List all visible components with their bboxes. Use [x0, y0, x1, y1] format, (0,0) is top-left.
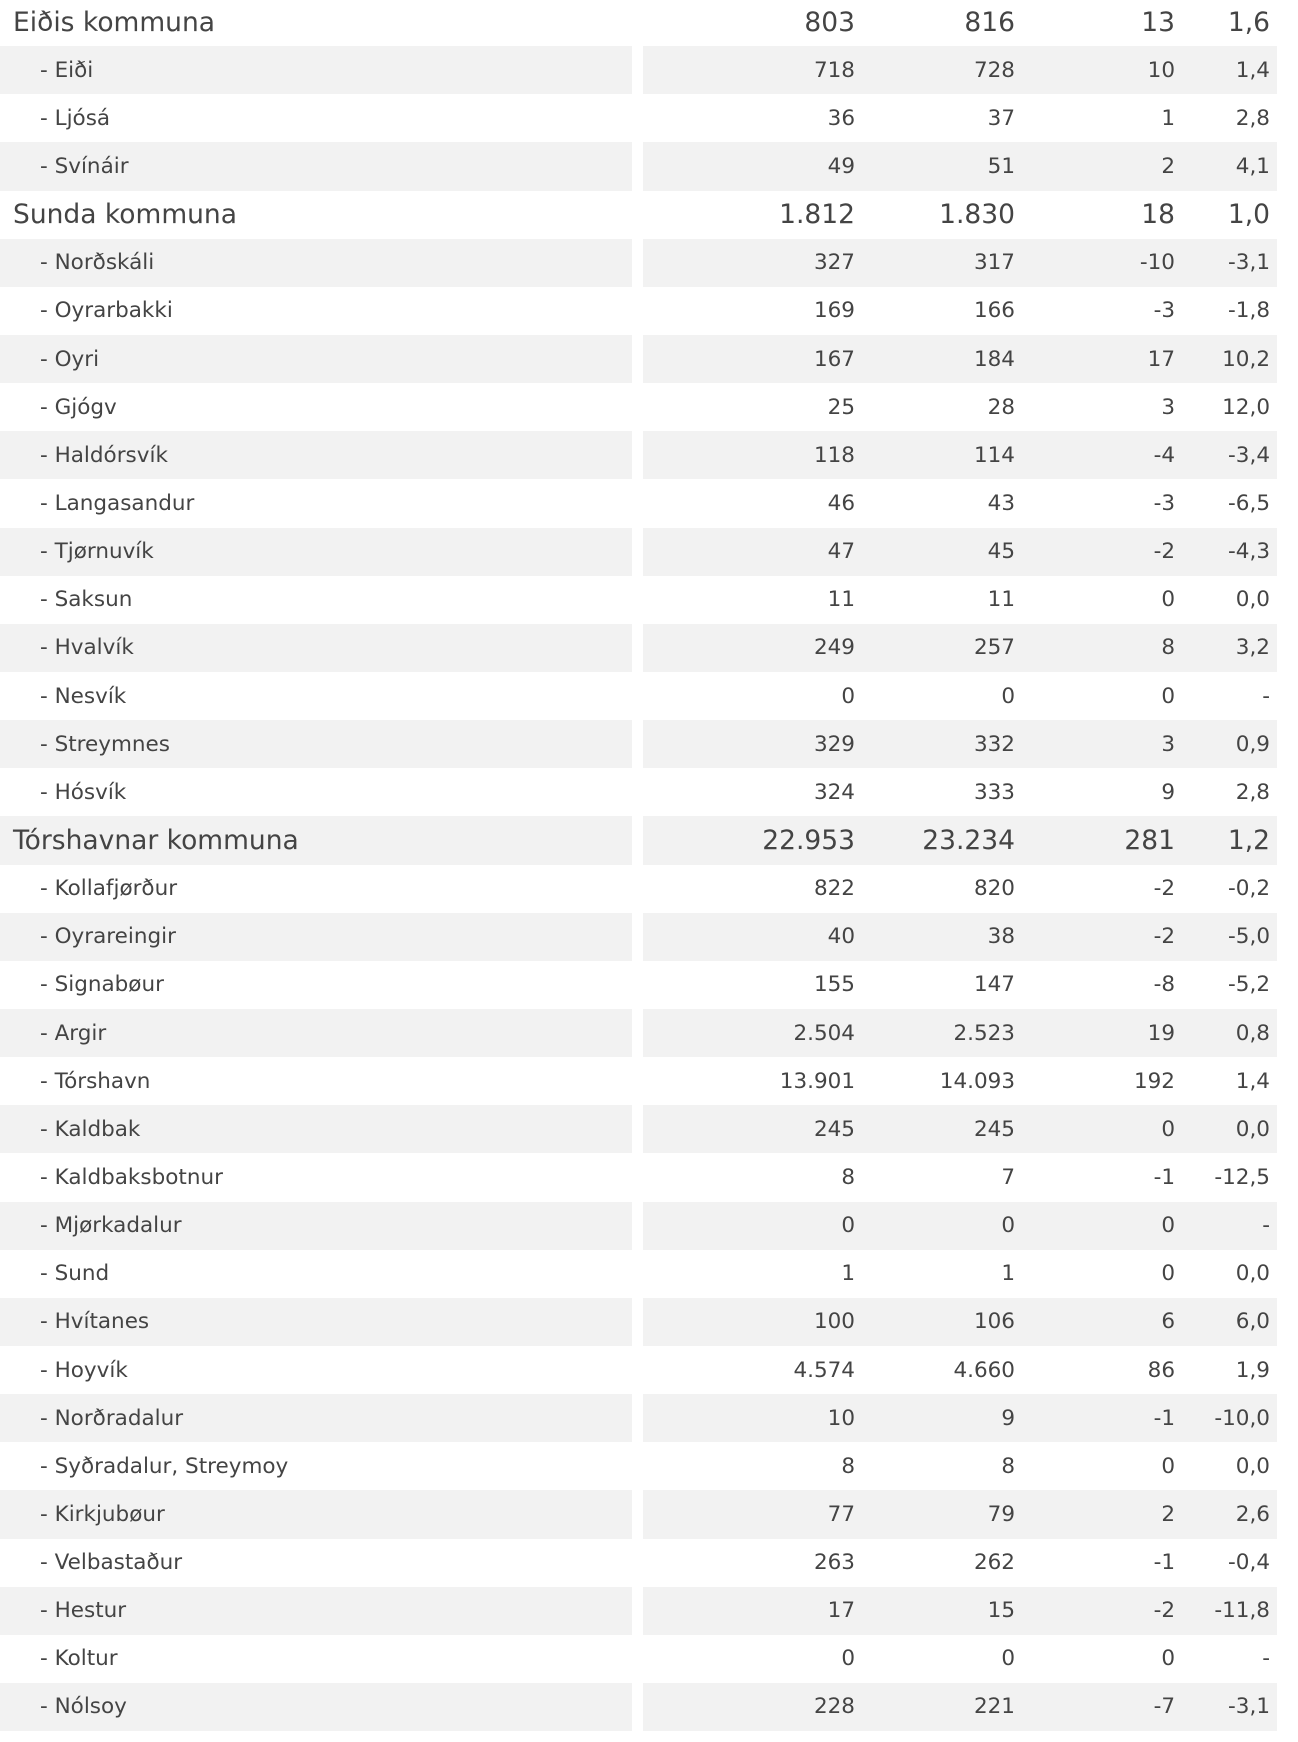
village-row [0, 1105, 1298, 1153]
population-year-1: 36 [827, 105, 855, 131]
population-change: -2 [1153, 1598, 1175, 1624]
population-year-1: 40 [827, 924, 855, 950]
values-cell [643, 624, 1277, 672]
village-name: - Oyrarbakki [40, 298, 173, 324]
village-row [0, 961, 1298, 1009]
village-name: - Hvítanes [0, 1298, 632, 1346]
percent-change: 0,8 [1235, 1020, 1270, 1046]
percent-change: -0,4 [1228, 1550, 1270, 1576]
values-cell [643, 720, 1277, 768]
village-row [0, 1346, 1298, 1394]
population-year-2: 8 [1001, 1453, 1015, 1479]
village-row [0, 479, 1298, 527]
values-cell [643, 1442, 1277, 1490]
village-name: - Hósvík [40, 779, 127, 805]
municipality-row [0, 816, 1298, 864]
village-row [0, 624, 1298, 672]
village-row [0, 1009, 1298, 1057]
percent-change: -3,1 [1228, 250, 1270, 276]
village-row [0, 528, 1298, 576]
population-change: 0 [1161, 1116, 1175, 1142]
population-year-2: 245 [973, 1116, 1015, 1142]
percent-change: -3,4 [1228, 442, 1270, 468]
population-year-1: 249 [813, 635, 855, 661]
population-change: 86 [1147, 1357, 1175, 1383]
population-year-1: 10 [827, 1405, 855, 1431]
values-cell [643, 672, 1277, 720]
values-cell [643, 865, 1277, 913]
percent-change: 6,0 [1235, 1309, 1270, 1335]
percent-change: - [1262, 683, 1270, 709]
village-row [0, 431, 1298, 479]
values-cell [643, 479, 1277, 527]
population-year-2: 1 [1001, 1261, 1015, 1287]
population-year-2: 45 [987, 539, 1015, 565]
values-cell [643, 1057, 1277, 1105]
population-year-1: 25 [827, 394, 855, 420]
village-row [0, 913, 1298, 961]
population-year-2: 4.660 [953, 1357, 1015, 1383]
values-cell [643, 768, 1277, 816]
values-cell [643, 816, 1277, 864]
values-cell [643, 1635, 1277, 1683]
population-change: 2 [1161, 153, 1175, 179]
village-row [0, 1490, 1298, 1538]
population-year-1: 13.901 [779, 1068, 855, 1094]
village-row [0, 1250, 1298, 1298]
population-change: 17 [1147, 346, 1175, 372]
population-year-1: 8 [841, 1164, 855, 1190]
percent-change: 1,6 [1227, 6, 1270, 38]
village-row [0, 1057, 1298, 1105]
values-cell [643, 239, 1277, 287]
population-year-1: 822 [813, 876, 855, 902]
population-year-1: 4.574 [793, 1357, 855, 1383]
village-row [0, 335, 1298, 383]
population-year-2: 106 [973, 1309, 1015, 1335]
population-change: 3 [1161, 731, 1175, 757]
percent-change: 0,0 [1235, 1453, 1270, 1479]
village-name: - Nesvík [40, 683, 127, 709]
percent-change: 1,2 [1227, 824, 1270, 856]
population-change: -3 [1153, 298, 1175, 324]
percent-change: -6,5 [1228, 490, 1270, 516]
percent-change: -3,1 [1228, 1694, 1270, 1720]
population-year-1: 0 [841, 683, 855, 709]
percent-change: 10,2 [1222, 346, 1270, 372]
values-cell [643, 46, 1277, 94]
population-year-2: 7 [1001, 1164, 1015, 1190]
values-cell [643, 94, 1277, 142]
population-year-1: 118 [813, 442, 855, 468]
percent-change: -1,8 [1228, 298, 1270, 324]
values-cell [643, 287, 1277, 335]
percent-change: -10,0 [1214, 1405, 1270, 1431]
population-year-1: 100 [813, 1309, 855, 1335]
population-year-2: 114 [973, 442, 1015, 468]
population-year-2: 262 [973, 1550, 1015, 1576]
percent-change: -0,2 [1228, 876, 1270, 902]
municipality-name: Tórshavnar kommuna [0, 816, 632, 864]
village-row [0, 46, 1298, 94]
percent-change: -12,5 [1214, 1164, 1270, 1190]
population-year-1: 49 [827, 153, 855, 179]
village-row [0, 142, 1298, 190]
population-change: 9 [1161, 779, 1175, 805]
percent-change: 2,8 [1235, 105, 1270, 131]
village-name: - Gjógv [40, 394, 117, 420]
village-row [0, 1635, 1298, 1683]
municipality-name: Eiðis kommuna [13, 6, 215, 38]
population-year-2: 15 [987, 1598, 1015, 1624]
percent-change: 1,4 [1235, 1068, 1270, 1094]
population-year-1: 8 [841, 1453, 855, 1479]
population-year-1: 155 [813, 972, 855, 998]
values-cell [643, 1298, 1277, 1346]
village-name: - Ljósá [40, 105, 111, 131]
percent-change: 4,1 [1235, 153, 1270, 179]
population-year-1: 245 [813, 1116, 855, 1142]
population-year-1: 329 [813, 731, 855, 757]
population-year-1: 228 [813, 1694, 855, 1720]
village-row [0, 768, 1298, 816]
village-name: - Kaldbak [0, 1105, 632, 1153]
population-year-1: 0 [841, 1646, 855, 1672]
village-name: - Hestur [0, 1587, 632, 1635]
village-name: - Koltur [40, 1646, 118, 1672]
village-row [0, 1394, 1298, 1442]
village-row [0, 672, 1298, 720]
population-change: 10 [1147, 57, 1175, 83]
values-cell [643, 1009, 1277, 1057]
values-cell [643, 528, 1277, 576]
population-change: 0 [1161, 587, 1175, 613]
population-year-1: 17 [827, 1598, 855, 1624]
population-change: 281 [1124, 824, 1175, 856]
population-year-1: 169 [813, 298, 855, 324]
population-year-1: 803 [804, 6, 855, 38]
population-change: 0 [1161, 1261, 1175, 1287]
values-cell [643, 961, 1277, 1009]
municipality-row [0, 191, 1298, 239]
population-year-2: 0 [1001, 1213, 1015, 1239]
values-cell [643, 1346, 1277, 1394]
village-name: - Svínáir [0, 142, 632, 190]
village-name: - Hoyvík [40, 1357, 128, 1383]
population-year-2: 14.093 [939, 1068, 1015, 1094]
village-name: - Oyri [0, 335, 632, 383]
population-change: -3 [1153, 490, 1175, 516]
population-year-1: 167 [813, 346, 855, 372]
population-year-2: 333 [973, 779, 1015, 805]
population-change: 19 [1147, 1020, 1175, 1046]
population-year-2: 51 [987, 153, 1015, 179]
village-row [0, 865, 1298, 913]
village-name: - Hvalvík [0, 624, 632, 672]
population-year-1: 1 [841, 1261, 855, 1287]
population-year-2: 728 [973, 57, 1015, 83]
population-year-1: 22.953 [762, 824, 855, 856]
population-change: -4 [1153, 442, 1175, 468]
population-change: -1 [1153, 1405, 1175, 1431]
village-row [0, 1539, 1298, 1587]
population-change: -10 [1139, 250, 1175, 276]
population-year-1: 0 [841, 1213, 855, 1239]
population-change: 0 [1161, 1453, 1175, 1479]
village-row [0, 1153, 1298, 1201]
values-cell [643, 1105, 1277, 1153]
village-row [0, 720, 1298, 768]
village-name: - Kaldbaksbotnur [40, 1164, 223, 1190]
village-name: - Oyrareingir [0, 913, 632, 961]
percent-change: -4,3 [1228, 539, 1270, 565]
percent-change: 0,9 [1235, 731, 1270, 757]
population-year-1: 46 [827, 490, 855, 516]
population-year-2: 37 [987, 105, 1015, 131]
population-year-1: 11 [827, 587, 855, 613]
population-year-2: 221 [973, 1694, 1015, 1720]
population-year-2: 9 [1001, 1405, 1015, 1431]
population-change: 8 [1161, 635, 1175, 661]
municipality-name: Sunda kommuna [13, 199, 237, 231]
village-name: - Norðradalur [0, 1394, 632, 1442]
population-year-1: 718 [813, 57, 855, 83]
population-year-2: 11 [987, 587, 1015, 613]
village-name: - Eiði [0, 46, 632, 94]
village-name: - Streymnes [0, 720, 632, 768]
percent-change: 0,0 [1235, 587, 1270, 613]
values-cell [643, 1587, 1277, 1635]
village-name: - Saksun [40, 587, 133, 613]
population-year-2: 79 [987, 1501, 1015, 1527]
population-year-1: 47 [827, 539, 855, 565]
village-row [0, 287, 1298, 335]
village-name: - Haldórsvík [0, 431, 632, 479]
village-name: - Velbastaður [40, 1550, 183, 1576]
values-cell [643, 191, 1277, 239]
values-cell [643, 576, 1277, 624]
population-year-2: 816 [964, 6, 1015, 38]
population-year-2: 28 [987, 394, 1015, 420]
population-year-2: 0 [1001, 683, 1015, 709]
population-year-1: 324 [813, 779, 855, 805]
population-year-1: 1.812 [779, 199, 855, 231]
village-name: - Kollafjørður [40, 876, 178, 902]
population-change: 0 [1161, 1646, 1175, 1672]
population-year-1: 2.504 [793, 1020, 855, 1046]
percent-change: 0,0 [1235, 1261, 1270, 1287]
municipality-row [0, 0, 1298, 46]
population-change: -1 [1153, 1164, 1175, 1190]
percent-change: 3,2 [1235, 635, 1270, 661]
population-year-2: 257 [973, 635, 1015, 661]
population-year-2: 38 [987, 924, 1015, 950]
population-change: 18 [1141, 199, 1175, 231]
village-name: - Tórshavn [40, 1068, 151, 1094]
values-cell [643, 1153, 1277, 1201]
village-row [0, 1442, 1298, 1490]
population-change: 1 [1161, 105, 1175, 131]
values-cell [643, 913, 1277, 961]
village-name: - Nólsoy [0, 1683, 632, 1731]
population-change: -2 [1153, 924, 1175, 950]
percent-change: -5,2 [1228, 972, 1270, 998]
values-cell [643, 1490, 1277, 1538]
population-change: 2 [1161, 1501, 1175, 1527]
percent-change: -11,8 [1214, 1598, 1270, 1624]
population-year-2: 184 [973, 346, 1015, 372]
village-row [0, 383, 1298, 431]
population-change: -2 [1153, 539, 1175, 565]
population-year-2: 2.523 [953, 1020, 1015, 1046]
population-change: 0 [1161, 683, 1175, 709]
percent-change: 1,0 [1227, 199, 1270, 231]
village-name: - Tjørnuvík [0, 528, 632, 576]
values-cell [643, 1683, 1277, 1731]
percent-change: 1,9 [1235, 1357, 1270, 1383]
village-row [0, 1587, 1298, 1635]
population-change: -7 [1153, 1694, 1175, 1720]
values-cell [643, 1202, 1277, 1250]
village-row [0, 94, 1298, 142]
population-year-1: 327 [813, 250, 855, 276]
percent-change: -5,0 [1228, 924, 1270, 950]
population-change: -1 [1153, 1550, 1175, 1576]
village-row [0, 239, 1298, 287]
population-change: 3 [1161, 394, 1175, 420]
population-year-1: 77 [827, 1501, 855, 1527]
village-name: - Signabøur [40, 972, 164, 998]
village-name: - Argir [0, 1009, 632, 1057]
percent-change: - [1262, 1646, 1270, 1672]
percent-change: 2,8 [1235, 779, 1270, 805]
population-year-2: 1.830 [939, 199, 1015, 231]
values-cell [643, 142, 1277, 190]
percent-change: 0,0 [1235, 1116, 1270, 1142]
population-year-2: 147 [973, 972, 1015, 998]
population-year-2: 820 [973, 876, 1015, 902]
population-change: -2 [1153, 876, 1175, 902]
population-change: 192 [1133, 1068, 1175, 1094]
population-change: -8 [1153, 972, 1175, 998]
values-cell [643, 383, 1277, 431]
village-name: - Sund [40, 1261, 110, 1287]
village-row [0, 1298, 1298, 1346]
population-change: 13 [1141, 6, 1175, 38]
village-name: - Kirkjubøur [0, 1490, 632, 1538]
population-year-2: 0 [1001, 1646, 1015, 1672]
values-cell [643, 0, 1277, 46]
percent-change: 12,0 [1222, 394, 1270, 420]
population-year-2: 317 [973, 250, 1015, 276]
values-cell [643, 431, 1277, 479]
population-year-2: 332 [973, 731, 1015, 757]
village-row [0, 1683, 1298, 1731]
village-name: - Langasandur [40, 490, 195, 516]
population-change: 0 [1161, 1213, 1175, 1239]
percent-change: 2,6 [1235, 1501, 1270, 1527]
village-name: - Mjørkadalur [0, 1202, 632, 1250]
population-year-1: 263 [813, 1550, 855, 1576]
village-name: - Syðradalur, Streymoy [40, 1453, 289, 1479]
values-cell [643, 335, 1277, 383]
population-year-2: 166 [973, 298, 1015, 324]
population-change: 6 [1161, 1309, 1175, 1335]
population-year-2: 23.234 [922, 824, 1015, 856]
village-name: - Norðskáli [0, 239, 632, 287]
population-year-2: 43 [987, 490, 1015, 516]
percent-change: 1,4 [1235, 57, 1270, 83]
village-row [0, 1202, 1298, 1250]
values-cell [643, 1539, 1277, 1587]
village-row [0, 576, 1298, 624]
values-cell [643, 1250, 1277, 1298]
values-cell [643, 1394, 1277, 1442]
percent-change: - [1262, 1213, 1270, 1239]
